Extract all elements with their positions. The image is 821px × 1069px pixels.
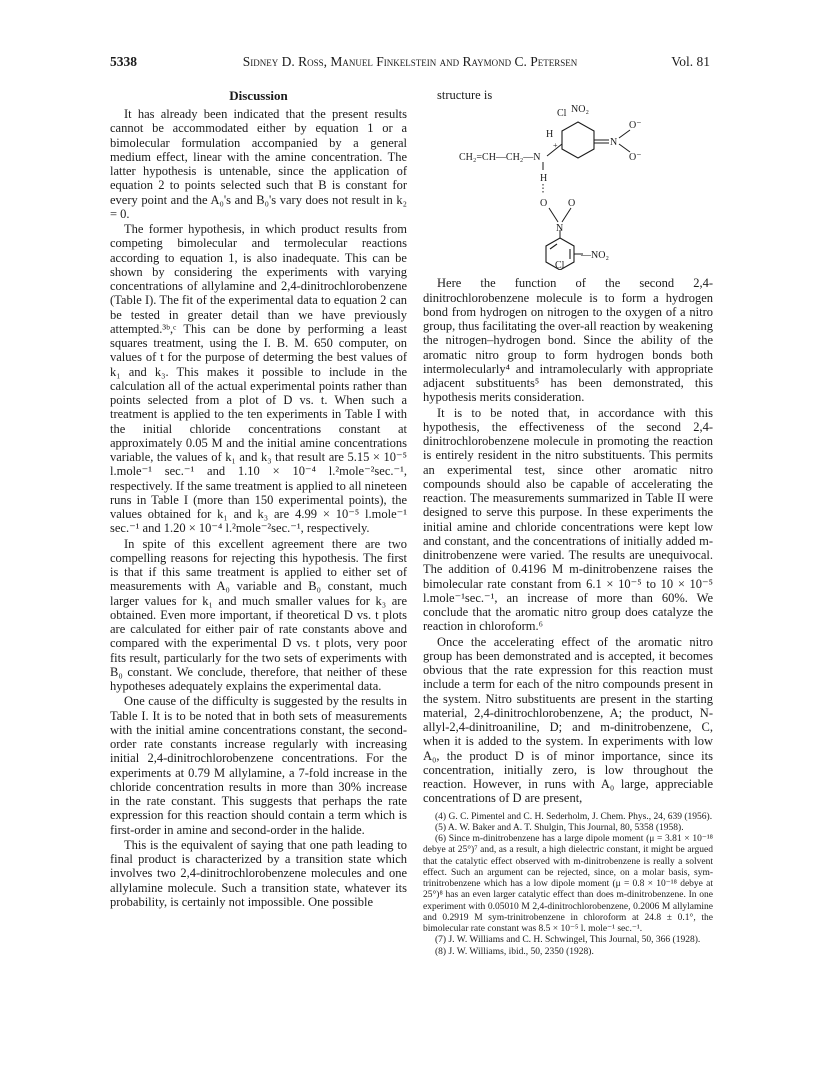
plus-label: +: [553, 141, 558, 151]
o-minus-2-label: O⁻: [629, 152, 642, 164]
footnotes: [423, 812, 713, 958]
paragraph: In spite of this excellent agreement there are two compelling reasons for rejecting this hypothesis. The first is that if this same treatment is applied to either set of measurements with A₀ variable and B₀ constant, much larger values for k₁ and much smaller values for k₃ are obtained. Even more important, if theoretical D vs. t plots are calculated for either pair of rate constants above and compared with the experimental D vs. t plots, very poor fits result, particularly for the two sets of experiments with B₀ constant. We conclude, therefore, that neither of these hypotheses adequately explains the experimental data.: [110, 536, 407, 693]
page-number: 5338: [110, 54, 137, 69]
footnote: (5) A. W. Baker and A. T. Shulgin, This Journal, 80, 5358 (1958).: [435, 822, 684, 833]
bond-o-n-2: [562, 208, 571, 222]
bond-o-n: [549, 208, 558, 222]
bond-n-o2: [619, 144, 630, 152]
n-lower-label: N: [556, 223, 564, 235]
footnote: (7) J. W. Williams and C. H. Schwingel, This Journal, 50, 366 (1928).: [435, 935, 701, 946]
no2-top-label: NO₂: [571, 104, 589, 116]
running-head-authors: Sidney D. Ross, Manuel Finkelstein and Raymond C. Petersen: [242, 54, 578, 69]
paragraph: Once the accelerating effect of the aromatic nitro group has been demonstrated and is accepted, it becomes obvious that the rate expression for this reaction must include a term for each of the nitro compounds present in the system. Nitro substituents are present in the starting material, 2,4-dinitrochlorobenzene, A; the product, N-allyl-2,4-dinitroaniline, D; and m-dinitrobenzene, C, when it is added to the system. In experiments with low A₀, the product D is of minor importance, since its concentration, initially zero, is low throughout the reaction. However, in runs with A₀ large, appreciable concentrations of D are present,: [423, 634, 713, 806]
n-upper-label: N: [610, 137, 618, 149]
paragraph: This is the equivalent of saying that one path leading to final product is characterized by a transition state which involves two 2,4-dinitrochlorobenzene molecules and one allylamine molecule. Such a transition state, whatever its probability, is certainly not impossible. One possible: [110, 837, 407, 909]
structure-lead: structure is: [437, 88, 493, 102]
paragraph: It is to be noted that, in accordance with this hypothesis, the effectiveness of the second 2,4-dinitrochlorobenzene molecule in promoting the reaction is entirely resident in the nitro substituents. This permits an experimental test, since other aromatic nitro compounds should also be capable of accelerating the reaction. The measurements summarized in Table II were designed to serve this purpose. In these experiments the initial amine and chloride concentrations were kept low and constant, and the concentrations of initially added m-dinitrobenzene were varied. The results are unequivocal. The addition of 0.4196 M m-dinitrobenzene raises the bimolecular rate constant from 6.1 × 10⁻⁵ to 10 × 10⁻⁵ l.mole⁻¹sec.⁻¹, an increase of more than 60%. We conclude that the aromatic nitro group does catalyze the reaction in chloroform.⁶: [423, 405, 713, 634]
h-top-label: H: [546, 129, 554, 141]
upper-benzene-ring: [562, 122, 594, 158]
footnote: (8) J. W. Williams, ibid., 50, 2350 (1928).: [435, 946, 594, 957]
right-column: [423, 88, 713, 958]
structure-drawing: [423, 104, 713, 270]
footnote: (6) Since m-dinitrobenzene has a large dipole moment (μ = 3.81 × 10⁻¹⁸ debye at 25°)⁷ and, as a result, a high dielectric constant, it might be argued that the catalytic effect observed with m-dinitrobenzene is really a solvent effect. Such an argument can be rejected, since, on a molar basis, sym-trinitrobenzene which has a low dipole moment (μ = 0.8 × 10⁻¹⁸ debye at 25°)⁸ has an even larger catalytic effect than does m-dinitrobenzene. In one experiment with 0.05010 M 2,4-dinitrochlorobenzene, 0.2006 M allylamine and 0.2919 M sym-trinitrobenzene in chloroform at 24.8 ± 0.1°, the bimolecular rate constant was 8.5 × 10⁻⁵ l. mole⁻¹ sec.⁻¹.: [423, 834, 713, 934]
chemical-structure: [423, 104, 713, 270]
cl-bottom-label: Cl: [555, 260, 565, 271]
paragraph: One cause of the difficulty is suggested by the results in Table I. It is to be noted that in both sets of measurements with the initial amine concentrations constant, the second-order rate constants increase regularly with increasing initial 2,4-dinitrochlorobenzene concentrations. For the experiments at 0.79 M allylamine, a 7-fold increase in the chloride concentration results in more than 30% increase in the rate constant. This suggests that perhaps the rate expression for this reaction should contain a term which is first-order in amine and second-order in the halide.: [110, 694, 407, 837]
o-minus-1-label: O⁻: [629, 120, 642, 132]
footnote: (4) G. C. Pimentel and C. H. Sederholm, J. Chem. Phys., 24, 639 (1956).: [435, 811, 713, 822]
allyl-chain-label: CH₂=CH—CH₂—N: [459, 152, 541, 164]
paragraph: It has already been indicated that the present results cannot be accommodated either by equation 1 or a bimolecular formulation accompanied by a general medium effect, linear with the amine concentration. The latter hypothesis is untenable, since the application of equation 2 to points selected such that B is constant for every point and the A₀'s and B₀'s vary does not result in k₂ = 0.: [110, 107, 407, 221]
paragraph: The former hypothesis, in which product results from competing bimolecular and termolecular reactions according to equation 1, is also inadequate. This can be shown by considering the experiments with varying concentrations of allylamine and 2,4-dinitrochlorobenzene (Table I). The fit of the experimental data to equation 2 can be tested in greater detail than we have previously attempted.³ᵇ,ᶜ This can be done by performing a least squares treatment, using the I. B. M. 650 computer, on values of t for the purpose of determing the best values of k₁ and k₃. This makes it possible to include in the calculation all of the actual experimental points rather than points selected from a plot of D vs. t. When such a treatment is applied to the ten experiments in Table I with the initial chloride concentrations constant at approximately 0.05 M and the initial amine concentrations variable, the values of k₁ and k₃ that result are 5.15 × 10⁻⁵ l.mole⁻¹ sec.⁻¹ and 1.10 × 10⁻⁴ l.²mole⁻²sec.⁻¹, respectively. If the same treatment is applied to all nineteen runs in Table I (more than 150 experimental points), the values obtained for k₁ and k₃ are 4.99 × 10⁻⁵ l.mole⁻¹ sec.⁻¹ and 1.20 × 10⁻⁴ l.²mole⁻²sec.⁻¹, respectively.: [110, 222, 407, 536]
bond-n-o1: [619, 130, 630, 138]
paragraph: Here the function of the second 2,4-dinitrochlorobenzene molecule is to form a hydrogen bond from hydrogen on nitrogen to the oxygen of a nitro group, thus facilitating the over-all reaction by weakening the nitrogen–hydrogen bond. Since the ability of the aromatic nitro group to form hydrogen bonds both intermolecularly⁴ and intramolecularly with appropriate adjacent substituents⁵ has been demonstrated, this hypothesis merits consideration.: [423, 276, 713, 405]
h-bridge-label: H: [540, 173, 548, 185]
left-column: [110, 88, 407, 909]
cl-top-label: Cl: [557, 108, 567, 120]
no2-bottom-label: —NO₂: [581, 250, 609, 262]
running-header: [110, 54, 710, 74]
o-right-label: O: [568, 198, 576, 210]
section-title: Discussion: [229, 88, 288, 103]
o-left-label: O: [540, 198, 548, 210]
volume-label: Vol. 81: [671, 54, 710, 69]
